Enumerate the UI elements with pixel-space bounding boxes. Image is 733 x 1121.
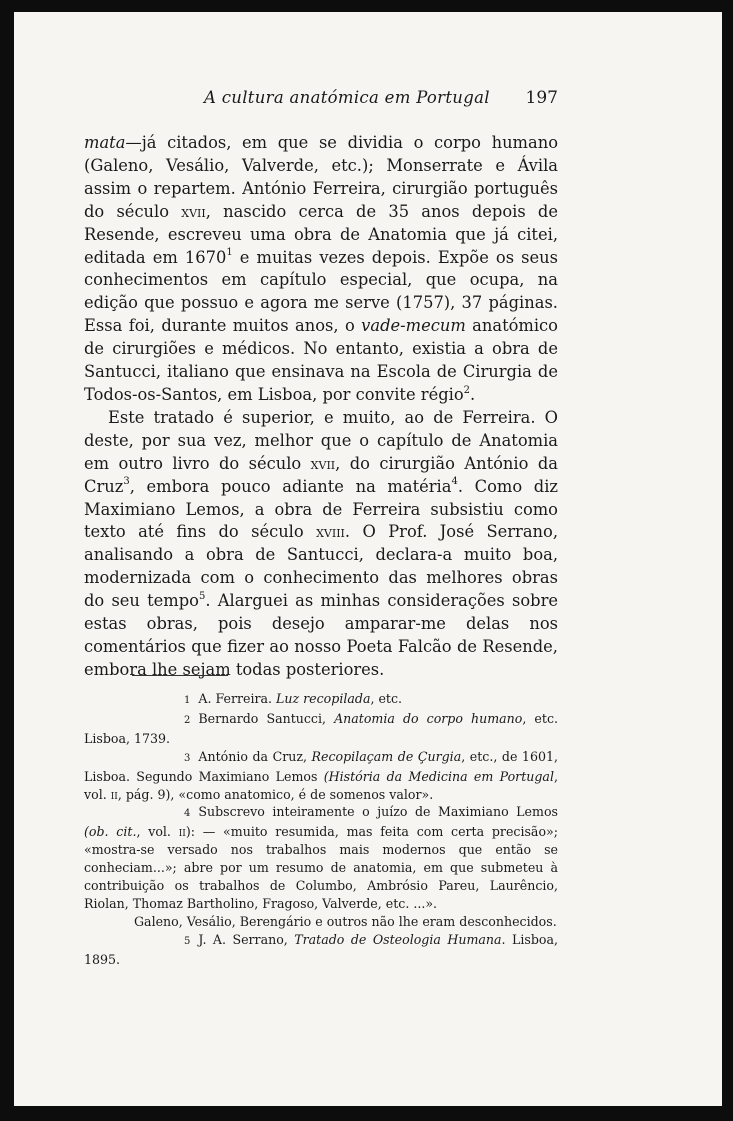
footnote-ref: 1: [226, 247, 233, 259]
page-header: [84, 88, 558, 116]
running-title: A cultura anatómica em Portugal: [204, 88, 490, 107]
book-page: [14, 12, 722, 1106]
footnote-5: 5 J. A. Serrano, Tratado de Osteologia Humana. Lisboa, 1895.: [84, 931, 558, 967]
century-numeral: xvii: [310, 453, 336, 473]
footnote-ref: 3: [123, 476, 130, 488]
footnotes: [84, 690, 558, 969]
footnote-1: 1 A. Ferreira. Luz recopilada, etc.: [184, 691, 403, 706]
footnote-ref: 4: [451, 476, 458, 488]
footnote-2: 2 Bernardo Santucci, Anatomia do corpo humano, etc. Lisboa, 1739.: [84, 710, 559, 746]
footnote-4: 4 Subscrevo inteiramente o juízo de Maximiano Lemos (ob. cit., vol. ii): — «muito resumida, mas feita com certa precisão»; «mostra-se versado nos trabalhos mais modernos que então se conheciam...»; abre por um resumo de anatomia, em que submeteu à contribuição os trabalhos de Columbo, Ambrósio Pareu, Laurêncio, Riolan, Thomaz Bartholino, Fragoso, Valverde, etc. ...».: [84, 804, 558, 911]
paragraph-1: mata—já citados, em que se dividia o corpo humano (Galeno, Vesálio, Valverde, etc.); Monserrate e Ávila assim o repartem. António Ferreira, cirurgião português do século xvii, nascido cerca de 35 anos depois de Resende, escreveu uma obra de Anatomia que já citei, editada em 1670$^1$ e muitas vezes depois. Expõe os seus conhecimentos em capítulo especial, que ocupa, na edição que possuo e agora me serve (1757), 37 páginas. Essa foi, durante muitos anos, o vade-mecum anatómico de cirurgiões e médicos. No entanto, existia a obra de Santucci, italiano que ensinava na Escola de Cirurgia de Todos-os-Santos, em Lisboa, por convite régio$^2$.: [84, 133, 558, 404]
italic-term: mata: [84, 133, 126, 152]
body-text: [84, 132, 558, 682]
century-numeral: xvii: [181, 201, 206, 221]
footnote-divider: [132, 675, 228, 676]
footnote-3: 3 António da Cruz, Recopilaçam de Çurgia, etc., de 1601, Lisboa. Segundo Maximiano Lemos (História da Medicina em Portugal, vol. ii, pág. 9), «como anatomico, é de somenos valor».: [84, 748, 558, 802]
footnote-4-continuation: Galeno, Vesálio, Berengário e outros não lhe eram desconhecidos.: [134, 913, 557, 929]
page-number: 197: [525, 88, 558, 108]
footnote-ref: 5: [198, 590, 206, 602]
paragraph-2: Este tratado é superior, e muito, ao de Ferreira. O deste, por sua vez, melhor que o capítulo de Anatomia em outro livro do século xvii, do cirurgião António da Cruz$^3$, embora pouco adiante na matéria$^4$. Como diz Maximiano Lemos, a obra de Ferreira subsistiu como texto até fins do século xviii. O Prof. José Serrano, analisando a obra de Santucci, declara-a muito boa, modernizada com o conhecimento das melhores obras do seu tempo$^5$. Alarguei as minhas considerações sobre estas obras, pois desejo amparar-me delas nos comentários que fizer ao nosso Poeta Falcão de Resende, embora lhe sejam todas posteriores.: [84, 407, 559, 679]
footnote-ref: 2: [463, 384, 471, 396]
italic-term: vade-mecum: [361, 316, 466, 336]
century-numeral: xviii: [316, 522, 345, 542]
